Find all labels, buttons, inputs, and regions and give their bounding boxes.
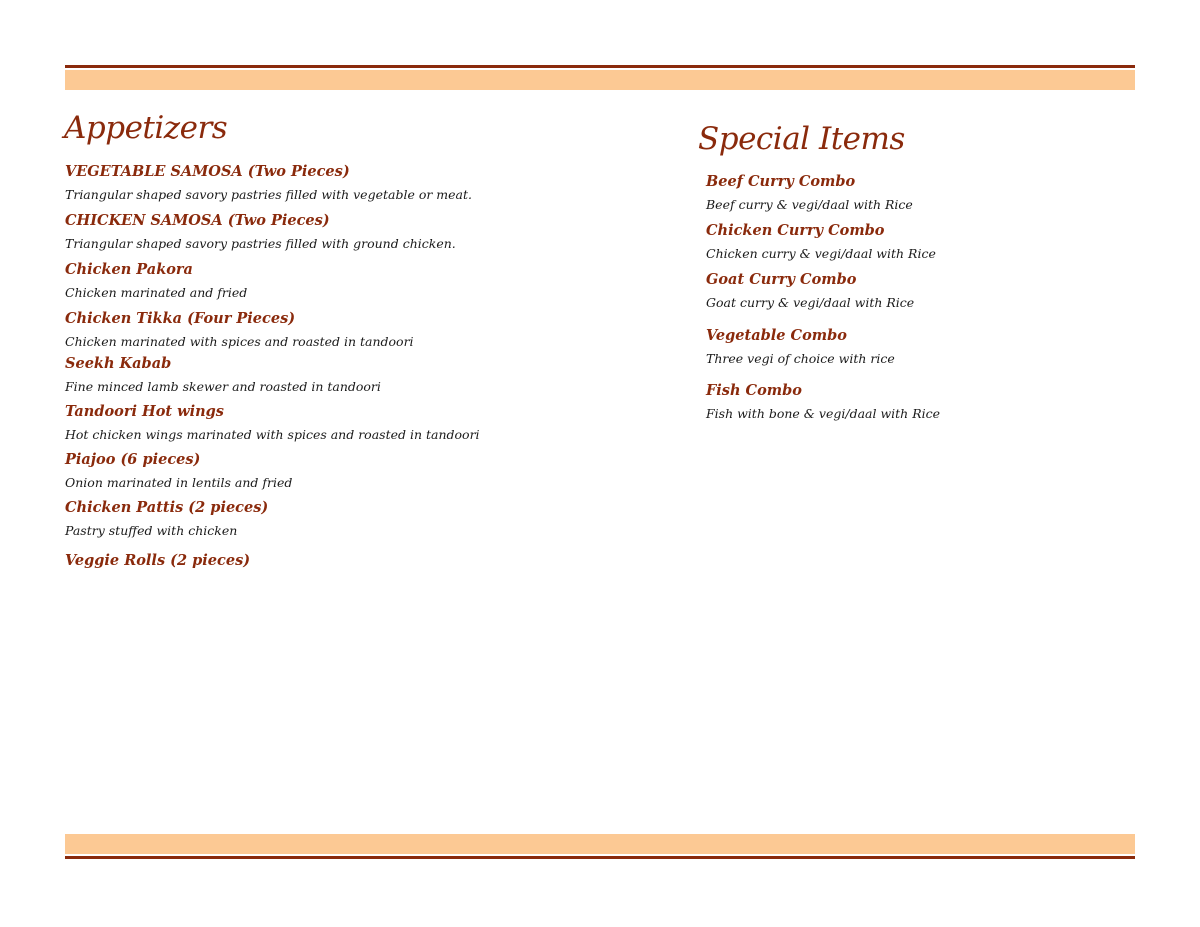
menu-item-name: Chicken Tikka (Four Pieces) (65, 310, 296, 327)
menu-item-name: Goat Curry Combo (706, 271, 857, 288)
menu-item-description: Triangular shaped savory pastries filled with ground chicken. (65, 236, 456, 251)
menu-item-name: VEGETABLE SAMOSA (Two Pieces) (65, 163, 350, 180)
menu-item-description: Chicken curry & vegi/daal with Rice (706, 246, 936, 261)
menu-item-name: Vegetable Combo (706, 327, 847, 344)
menu-item-description: Goat curry & vegi/daal with Rice (706, 295, 915, 310)
special-items-heading: Special Items (698, 121, 905, 157)
menu-item-name: Tandoori Hot wings (65, 403, 224, 420)
menu-item-name: Chicken Pattis (2 pieces) (65, 499, 269, 516)
top-rule-line (65, 65, 1135, 68)
menu-item-name: Beef Curry Combo (706, 173, 856, 190)
menu-item-name: Veggie Rolls (2 pieces) (65, 552, 251, 569)
menu-item-name: Fish Combo (706, 382, 802, 399)
menu-item-name: Piajoo (6 pieces) (65, 451, 201, 468)
menu-item-description: Hot chicken wings marinated with spices and roasted in tandoori (65, 427, 480, 442)
menu-item-description: Fine minced lamb skewer and roasted in tandoori (65, 379, 381, 394)
menu-item-description: Beef curry & vegi/daal with Rice (706, 197, 913, 212)
menu-item-description: Three vegi of choice with rice (706, 351, 895, 366)
bottom-peach-band (65, 834, 1135, 854)
menu-item-name: Seekh Kabab (65, 355, 172, 372)
menu-item-description: Onion marinated in lentils and fried (65, 475, 293, 490)
menu-item-name: Chicken Curry Combo (706, 222, 885, 239)
top-peach-band (65, 70, 1135, 90)
menu-item-name: Chicken Pakora (65, 261, 193, 278)
menu-item-description: Chicken marinated and fried (65, 285, 248, 300)
bottom-rule-line (65, 856, 1135, 859)
menu-item-description: Chicken marinated with spices and roasted in tandoori (65, 334, 414, 349)
menu-item-description: Fish with bone & vegi/daal with Rice (706, 406, 941, 421)
menu-item-name: CHICKEN SAMOSA (Two Pieces) (65, 212, 330, 229)
appetizers-heading: Appetizers (64, 110, 228, 146)
menu-item-description: Pastry stuffed with chicken (65, 523, 238, 538)
menu-item-description: Triangular shaped savory pastries filled with vegetable or meat. (65, 187, 473, 202)
